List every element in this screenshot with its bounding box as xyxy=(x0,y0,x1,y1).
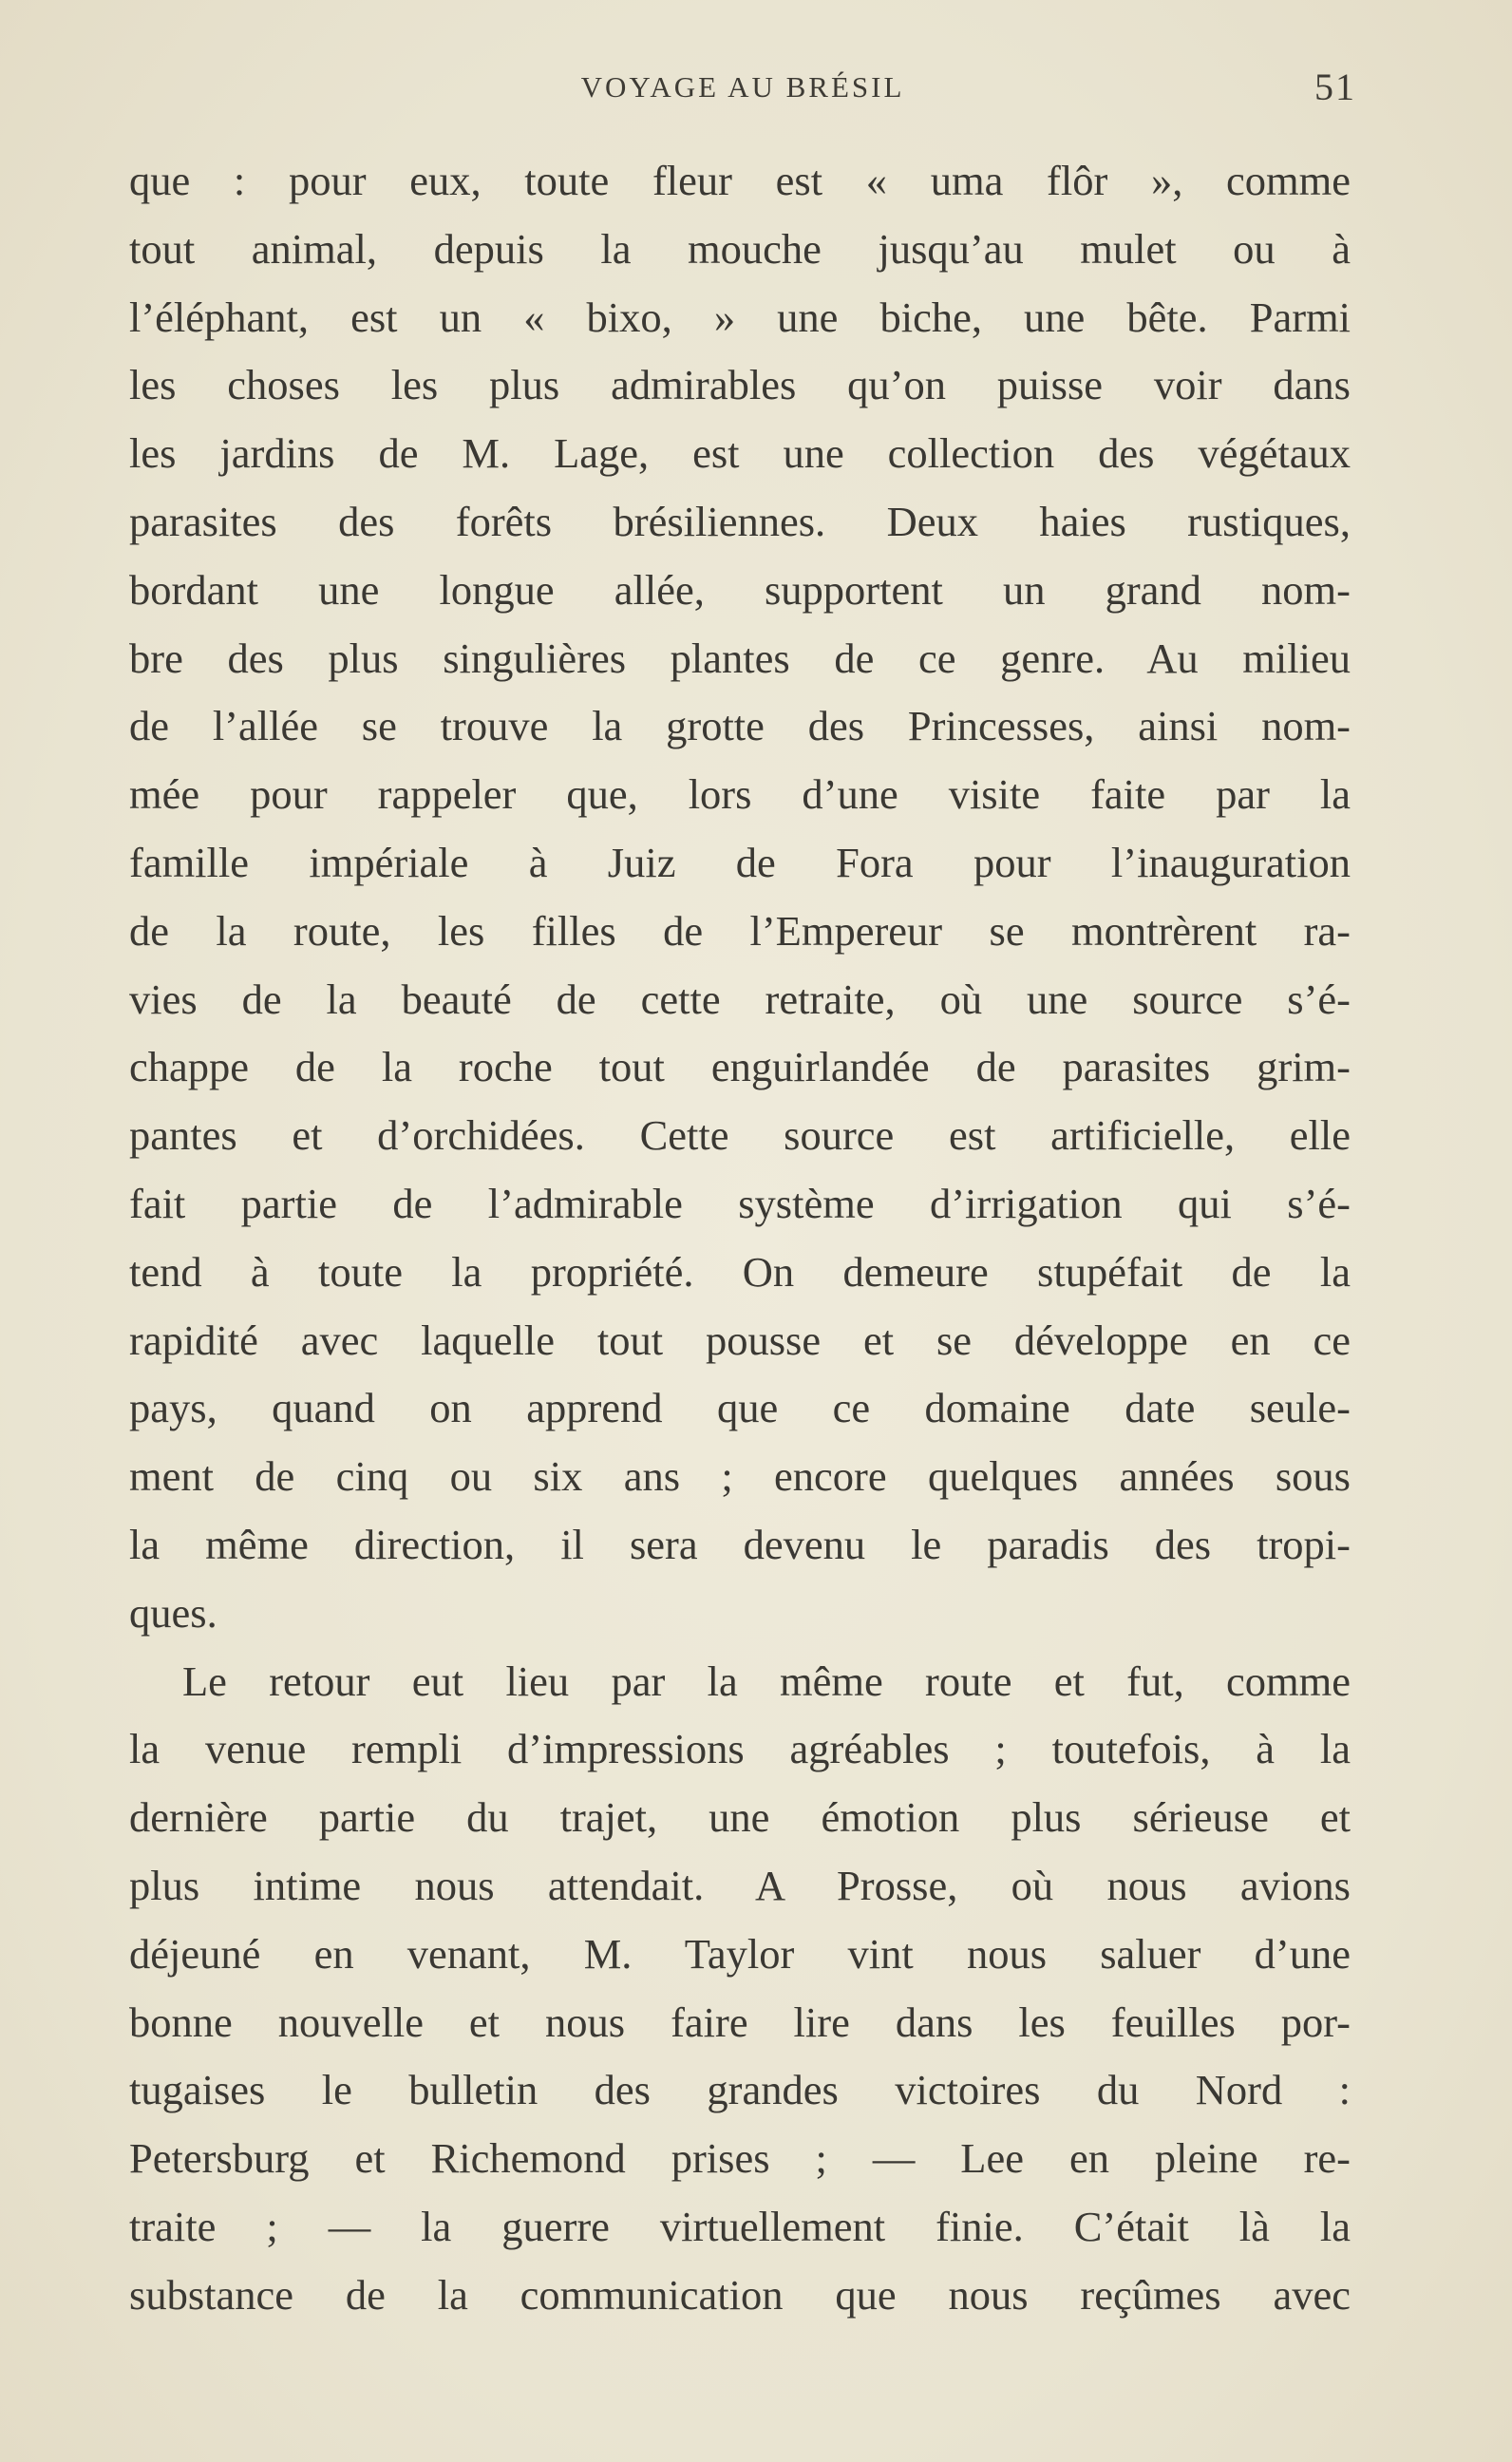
text-line: bordant une longue allée, supportent un grand nom- xyxy=(129,565,1351,614)
text-line: les jardins de M. Lage, est une collection des végétaux xyxy=(129,429,1351,478)
text-line: Petersburg et Richemond prises ; — Lee en pleine re- xyxy=(129,2134,1351,2183)
text-line: la même direction, il sera devenu le paradis des tropi- xyxy=(129,1520,1351,1568)
paragraph-2 xyxy=(129,1648,1351,2330)
text-line: la venue rempli d’impressions agréables ; toutefois, à la xyxy=(129,1725,1351,1773)
text-line: rapidité avec laquelle tout pousse et se développe en ce xyxy=(129,1316,1351,1364)
text-line: tugaises le bulletin des grandes victoires du Nord : xyxy=(129,2066,1351,2114)
text-line: fait partie de l’admirable système d’irrigation qui s’é- xyxy=(129,1179,1351,1227)
text-line: dernière partie du trajet, une émotion plus sérieuse et xyxy=(129,1793,1351,1842)
text-line: ques. xyxy=(129,1588,217,1637)
text-line: de la route, les filles de l’Empereur se montrèrent ra- xyxy=(129,906,1351,955)
text-line: pays, quand on apprend que ce domaine date seule- xyxy=(129,1384,1351,1432)
text-line: vies de la beauté de cette retraite, où une source s’é- xyxy=(129,975,1351,1023)
text-line: traite ; — la guerre virtuellement finie. C’était là la xyxy=(129,2202,1351,2250)
text-line: tend à toute la propriété. On demeure stupéfait de la xyxy=(129,1247,1351,1296)
body-text xyxy=(129,147,1351,2330)
paragraph-1 xyxy=(129,147,1351,1648)
page-number: 51 xyxy=(1314,66,1356,108)
text-line: famille impériale à Juiz de Fora pour l’inauguration xyxy=(129,838,1351,886)
text-line: tout animal, depuis la mouche jusqu’au mulet ou à xyxy=(129,224,1351,273)
text-line: mée pour rappeler que, lors d’une visite faite par la xyxy=(129,770,1351,819)
text-line: chappe de la roche tout enguirlandée de parasites grim- xyxy=(129,1043,1351,1091)
text-line: substance de la communication que nous reçûmes avec xyxy=(129,2270,1351,2319)
running-head xyxy=(129,66,1356,108)
text-line: l’éléphant, est un « bixo, » une biche, une bête. Parmi xyxy=(129,293,1351,341)
text-line: bre des plus singulières plantes de ce genre. Au milieu xyxy=(129,634,1351,682)
text-line: Le retour eut lieu par la même route et fut, comme xyxy=(182,1657,1351,1705)
text-line: que : pour eux, toute fleur est « uma flôr », comme xyxy=(129,157,1351,204)
text-line: déjeuné en venant, M. Taylor vint nous saluer d’une xyxy=(129,1929,1351,1978)
running-title: VOYAGE AU BRÉSIL xyxy=(580,70,905,104)
text-line: ment de cinq ou six ans ; encore quelques années sous xyxy=(129,1452,1351,1501)
text-line: bonne nouvelle et nous faire lire dans les feuilles por- xyxy=(129,1998,1351,2046)
text-line: de l’allée se trouve la grotte des Princesses, ainsi nom- xyxy=(129,702,1351,750)
text-line: plus intime nous attendait. A Prosse, où nous avions xyxy=(129,1861,1351,1909)
text-line: parasites des forêts brésiliennes. Deux haies rustiques, xyxy=(129,497,1351,545)
text-line: pantes et d’orchidées. Cette source est artificielle, elle xyxy=(129,1111,1351,1160)
text-line: les choses les plus admirables qu’on puisse voir dans xyxy=(129,361,1351,409)
